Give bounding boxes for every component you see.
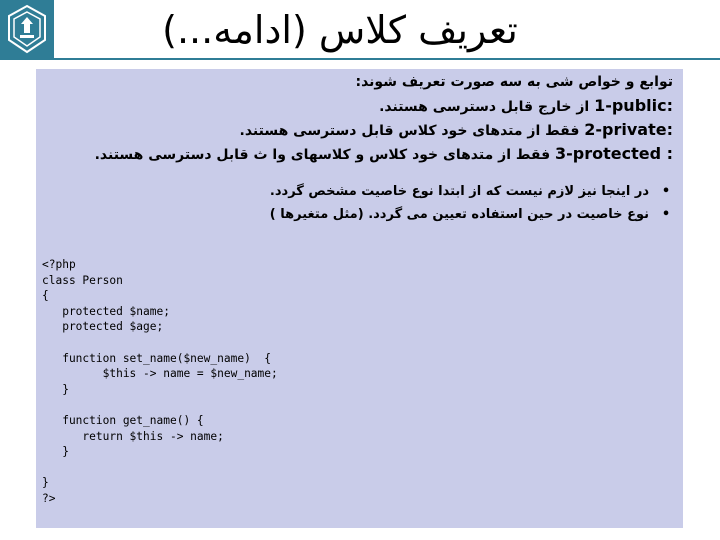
bullet-item	[270, 207, 673, 222]
bullet-text: نوع خاصیت در حین استفاده تعیین می گردد. (مثل متغیرها )	[269, 207, 649, 222]
php-code-block: <?php class Person { protected $name; protected $age; function set_name($new_name) { $this -> name = $new_name; } function get_name() { return $this -> name; } } ?>	[42, 258, 278, 505]
access-description: فقط از متدهای خود کلاس و کلاسهای وا ث قابل دسترسی هستند.	[94, 147, 551, 163]
header-divider	[0, 58, 720, 60]
access-item-public	[379, 96, 673, 115]
access-description: از خارج قابل دسترسی هستند.	[379, 99, 590, 115]
bullet-dot-icon: •	[661, 184, 671, 199]
access-description: فقط از متدهای خود کلاس قابل دسترسی هستند.	[239, 123, 580, 139]
access-label: 3-protected :	[554, 144, 673, 163]
access-item-protected	[95, 144, 673, 163]
slide-header	[0, 0, 720, 62]
slide-title: تعریف کلاس (ادامه...)	[162, 8, 518, 52]
intro-line: توابع و خواص شی به سه صورت تعریف شوند:	[355, 74, 673, 90]
university-emblem-icon	[0, 0, 54, 58]
bullet-item	[270, 184, 673, 199]
bullet-text: در اینجا نیز لازم نیست که از ابتدا نوع خاصیت مشخص گردد.	[269, 184, 649, 199]
access-label: 2-private:	[584, 120, 673, 139]
access-item-private	[240, 120, 674, 139]
content-panel	[36, 69, 683, 528]
bullet-dot-icon: •	[661, 207, 671, 222]
access-label: 1-public:	[594, 96, 673, 115]
